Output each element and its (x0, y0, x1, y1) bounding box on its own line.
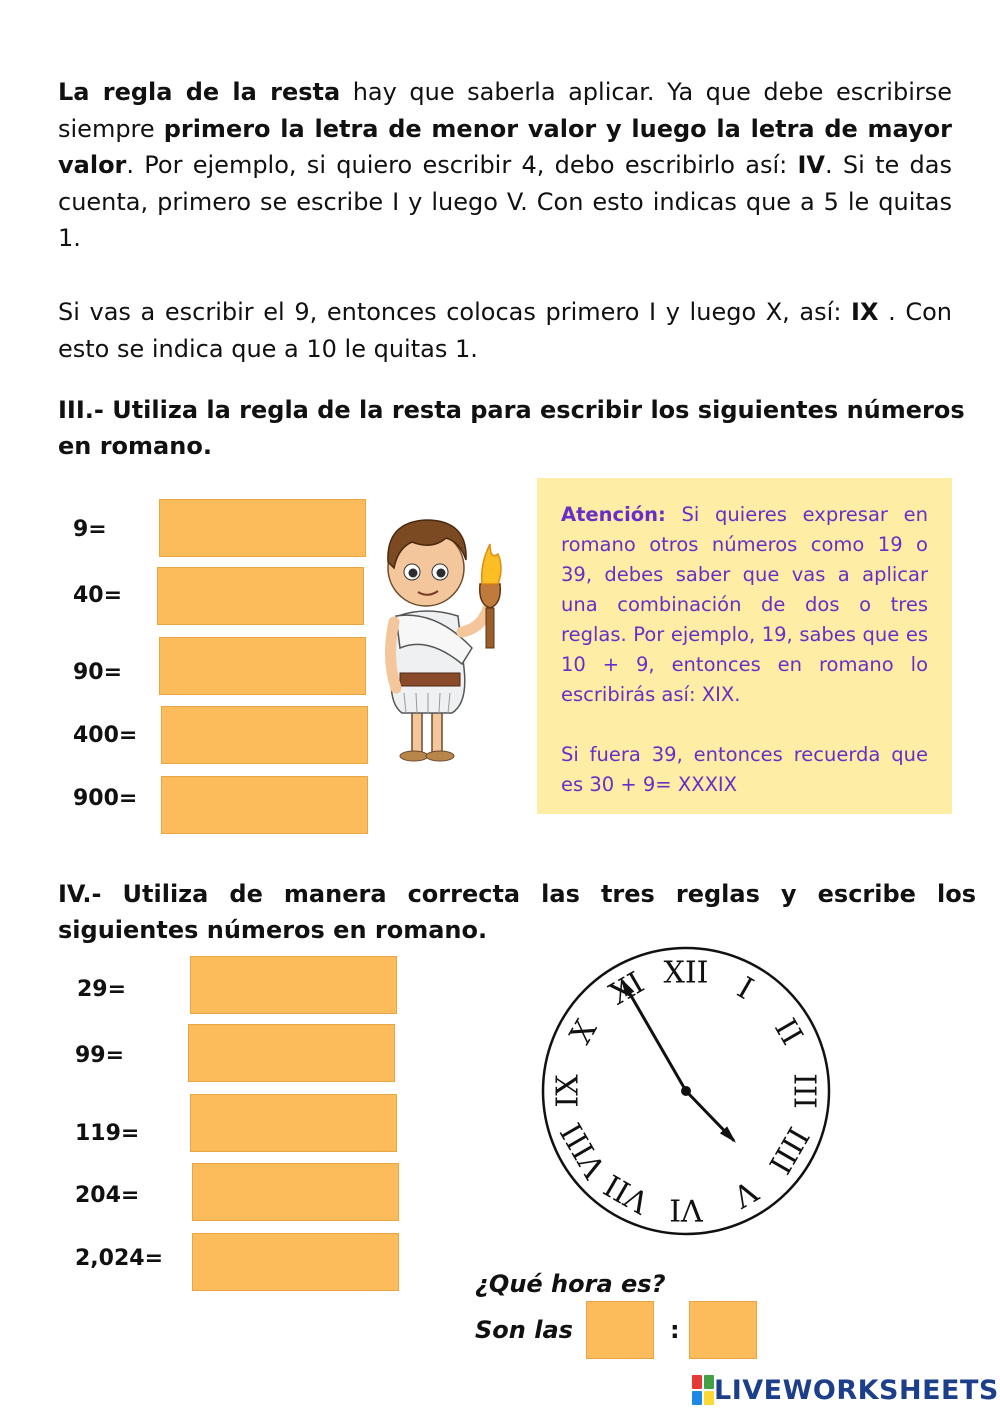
time-separator: : (670, 1316, 680, 1344)
note-text-2: Si fuera 39, entonces recuerda que es 30 + 9= XXXIX (561, 743, 928, 796)
question-label: 90= (73, 660, 123, 685)
answer-input-119[interactable] (190, 1094, 397, 1152)
question-label: 204= (75, 1183, 140, 1208)
clock-numeral: I (731, 970, 759, 1007)
answer-input-900[interactable] (161, 776, 368, 834)
note-title: Atención: (561, 503, 666, 526)
clock-numeral: VI (669, 1191, 703, 1227)
liveworksheets-icon (692, 1375, 714, 1405)
liveworksheets-wordmark: LIVEWORKSHEETS (714, 1374, 999, 1406)
hour-answer-input[interactable] (586, 1301, 654, 1359)
question-label: 99= (75, 1043, 125, 1068)
clock-center (681, 1086, 691, 1096)
answer-input-2024[interactable] (192, 1233, 399, 1291)
answer-input-40[interactable] (157, 567, 364, 625)
answer-input-400[interactable] (161, 706, 368, 764)
intro-paragraph-2: Si vas a escribir el 9, entonces colocas primero I y luego X, así: IX . Con esto se indica que a 10 le quitas 1. (58, 298, 952, 363)
minute-answer-input[interactable] (689, 1301, 757, 1359)
clock-numeral: X (563, 1014, 605, 1050)
question-label: 900= (73, 786, 138, 811)
clock-numeral: XII (663, 955, 709, 991)
attention-note (537, 478, 952, 814)
answer-input-90[interactable] (159, 637, 366, 695)
answer-input-99[interactable] (188, 1024, 395, 1082)
clock-numeral: VII (598, 1166, 656, 1220)
note-text-1: Atención: Si quieres expresar en romano otros números como 19 o 39, debes saber que vas a aplicar una combinación de dos o tres reglas. Por ejemplo, 19, sabes que es 10 + 9, entonces en romano lo escribirás así: XIX. (561, 503, 928, 706)
clock-numeral: IIII (761, 1120, 816, 1180)
question-label: 9= (73, 517, 107, 542)
liveworksheets-logo (692, 1372, 999, 1408)
clock-numeral: VIII (554, 1116, 614, 1184)
time-question: ¿Qué hora es? (475, 1270, 666, 1298)
roman-boy-illustration (376, 498, 516, 770)
section-3-heading: III.- Utiliza la regla de la resta para escribir los siguientes números en romano. (58, 396, 965, 460)
section-4-heading: IV.- Utiliza de manera correcta las tres reglas y escribe los siguientes números en romano. (58, 880, 976, 944)
question-label: 2,024= (75, 1246, 164, 1271)
clock-numeral: II (767, 1012, 810, 1052)
question-label: 40= (73, 583, 123, 608)
question-label: 29= (77, 977, 127, 1002)
intro-paragraph-1: La regla de la resta hay que saberla aplicar. Ya que debe escribirse siempre primero la letra de menor valor y luego la letra de mayor valor. Por ejemplo, si quiero escribir 4, debo escribirlo así: IV. Si te das cuenta, primero se escribe I y luego V. Con esto indicas que a 5 le quitas 1. (58, 78, 952, 252)
clock-numeral: V (726, 1172, 764, 1214)
answer-input-29[interactable] (190, 956, 397, 1014)
question-label: 400= (73, 723, 138, 748)
clock-numeral: III (786, 1073, 822, 1109)
clock-numeral: IX (550, 1074, 586, 1108)
roman-numeral-clock (540, 945, 832, 1237)
answer-input-204[interactable] (192, 1163, 399, 1221)
time-answer-prefix: Son las (475, 1316, 573, 1344)
question-label: 119= (75, 1121, 140, 1146)
answer-input-9[interactable] (159, 499, 366, 557)
